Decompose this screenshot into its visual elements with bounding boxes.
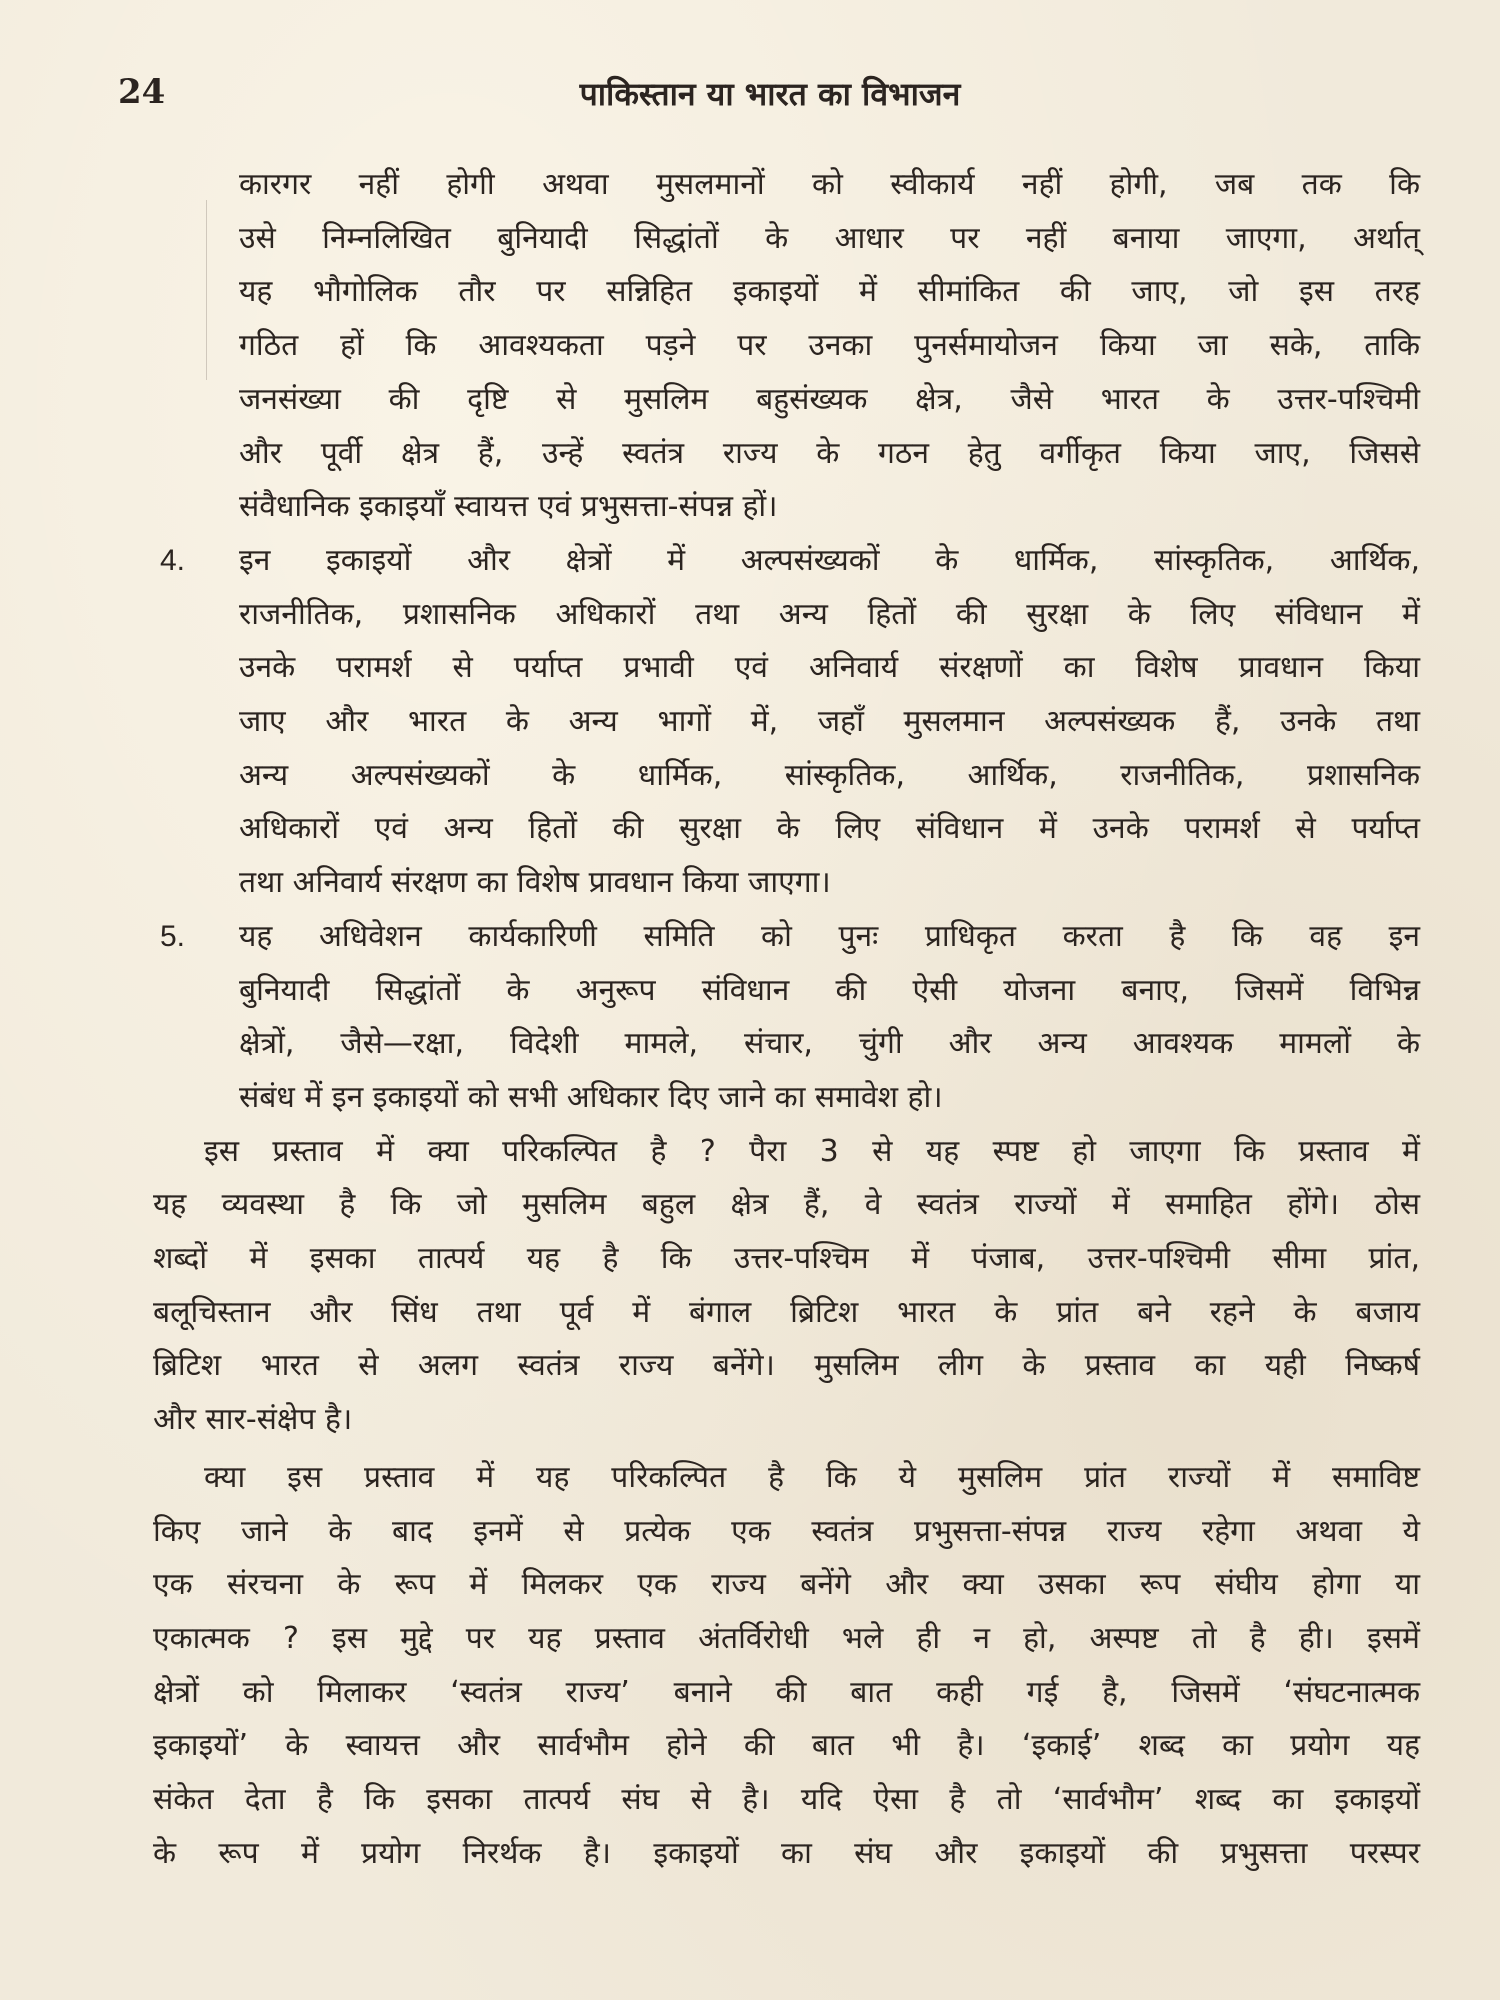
list-item-line: यह अधिवेशन कार्यकारिणी समिति को पुनः प्राधिकृत करता है कि वह इन	[239, 918, 1420, 954]
list-item-line: बुनियादी सिद्धांतों के अनुरूप संविधान की ऐसी योजना बनाए, जिसमें विभिन्न	[239, 972, 1420, 1008]
continuation-line: कारगर नहीं होगी अथवा मुसलमानों को स्वीकार्य नहीं होगी, जब तक कि	[239, 167, 1420, 202]
list-item-line: इन इकाइयों और क्षेत्रों में अल्पसंख्यकों के धार्मिक, सांस्कृतिक, आर्थिक,	[239, 542, 1420, 578]
continuation-line: उसे निम्नलिखित बुनियादी सिद्धांतों के आधार पर नहीं बनाया जाएगा, अर्थात्	[239, 220, 1420, 256]
list-item-line: तथा अनिवार्य संरक्षण का विशेष प्रावधान किया जाएगा।	[239, 865, 831, 901]
continuation-line: जनसंख्या की दृष्टि से मुसलिम बहुसंख्यक क्षेत्र, जैसे भारत के उत्तर-पश्चिमी	[239, 381, 1420, 417]
paragraph-line: संकेत देता है कि इसका तात्पर्य संघ से है। यदि ऐसा है तो ‘सार्वभौम’ शब्द का इकाइयों	[153, 1782, 1420, 1817]
continuation-line: संवैधानिक इकाइयाँ स्वायत्त एवं प्रभुसत्ता-संपन्न हों।	[239, 489, 778, 525]
paragraph-line: बलूचिस्तान और सिंध तथा पूर्व में बंगाल ब्रिटिश भारत के प्रांत बने रहने के बजाय	[153, 1294, 1420, 1330]
paragraph-line: शब्दों में इसका तात्पर्य यह है कि उत्तर-पश्चिम में पंजाब, उत्तर-पश्चिमी सीमा प्रांत,	[153, 1241, 1420, 1276]
continuation-line: और पूर्वी क्षेत्र हैं, उन्हें स्वतंत्र राज्य के गठन हेतु वर्गीकृत किया जाए, जिससे	[239, 435, 1420, 471]
paragraph-line: के रूप में प्रयोग निरर्थक है। इकाइयों का संघ और इकाइयों की प्रभुसत्ता परस्पर	[153, 1835, 1420, 1871]
continuation-line: यह भौगोलिक तौर पर सन्निहित इकाइयों में सीमांकित की जाए, जो इस तरह	[239, 274, 1420, 310]
list-item-line: जाए और भारत के अन्य भागों में, जहाँ मुसलमान अल्पसंख्यक हैं, उनके तथा	[239, 704, 1420, 739]
list-item-line: उनके परामर्श से पर्याप्त प्रभावी एवं अनिवार्य संरक्षणों का विशेष प्रावधान किया	[239, 650, 1420, 686]
paragraph-line: इकाइयों’ के स्वायत्त और सार्वभौम होने की बात भी है। ‘इकाई’ शब्द का प्रयोग यह	[153, 1728, 1420, 1764]
margin-pencil-mark	[206, 200, 207, 380]
list-number: 5.	[160, 919, 186, 953]
paragraph-line: क्षेत्रों को मिलाकर ‘स्वतंत्र राज्य’ बनाने की बात कही गई है, जिसमें ‘संघटनात्मक	[153, 1674, 1420, 1710]
running-title: पाकिस्तान या भारत का विभाजन	[579, 75, 961, 113]
paragraph-line: यह व्यवस्था है कि जो मुसलिम बहुल क्षेत्र हैं, वे स्वतंत्र राज्यों में समाहित होंगे। ठोस	[153, 1187, 1420, 1223]
paragraph-line: ब्रिटिश भारत से अलग स्वतंत्र राज्य बनेंगे। मुसलिम लीग के प्रस्ताव का यही निष्कर्ष	[153, 1348, 1420, 1384]
paragraph-line: एक संरचना के रूप में मिलकर एक राज्य बनेंगे और क्या उसका रूप संघीय होगा या	[153, 1567, 1420, 1603]
list-item-line: संबंध में इन इकाइयों को सभी अधिकार दिए जाने का समावेश हो।	[239, 1079, 943, 1115]
page-number: 24	[118, 72, 166, 112]
list-item-line: क्षेत्रों, जैसे—रक्षा, विदेशी मामले, संचार, चुंगी और अन्य आवश्यक मामलों के	[239, 1026, 1420, 1062]
list-item-line: अन्य अल्पसंख्यकों के धार्मिक, सांस्कृतिक, आर्थिक, राजनीतिक, प्रशासनिक	[239, 757, 1420, 793]
list-number: 4.	[160, 543, 186, 577]
paragraph-line: क्या इस प्रस्ताव में यह परिकल्पित है कि ये मुसलिम प्रांत राज्यों में समाविष्ट	[204, 1459, 1420, 1495]
list-item-line: अधिकारों एवं अन्य हितों की सुरक्षा के लिए संविधान में उनके परामर्श से पर्याप्त	[239, 811, 1420, 847]
continuation-line: गठित हों कि आवश्यकता पड़ने पर उनका पुनर्समायोजन किया जा सके, ताकि	[239, 328, 1420, 364]
paragraph-line: और सार-संक्षेप है।	[153, 1402, 353, 1438]
paragraph-line: इस प्रस्ताव में क्या परिकल्पित है ? पैरा 3 से यह स्पष्ट हो जाएगा कि प्रस्ताव में	[204, 1133, 1420, 1169]
paragraph-line: एकात्मक ? इस मुद्दे पर यह प्रस्ताव अंतर्विरोधी भले ही न हो, अस्पष्ट तो है ही। इसमें	[153, 1620, 1420, 1656]
list-item-line: राजनीतिक, प्रशासनिक अधिकारों तथा अन्य हितों की सुरक्षा के लिए संविधान में	[239, 596, 1420, 632]
paragraph-line: किए जाने के बाद इनमें से प्रत्येक एक स्वतंत्र प्रभुसत्ता-संपन्न राज्य रहेगा अथवा ये	[153, 1513, 1420, 1549]
